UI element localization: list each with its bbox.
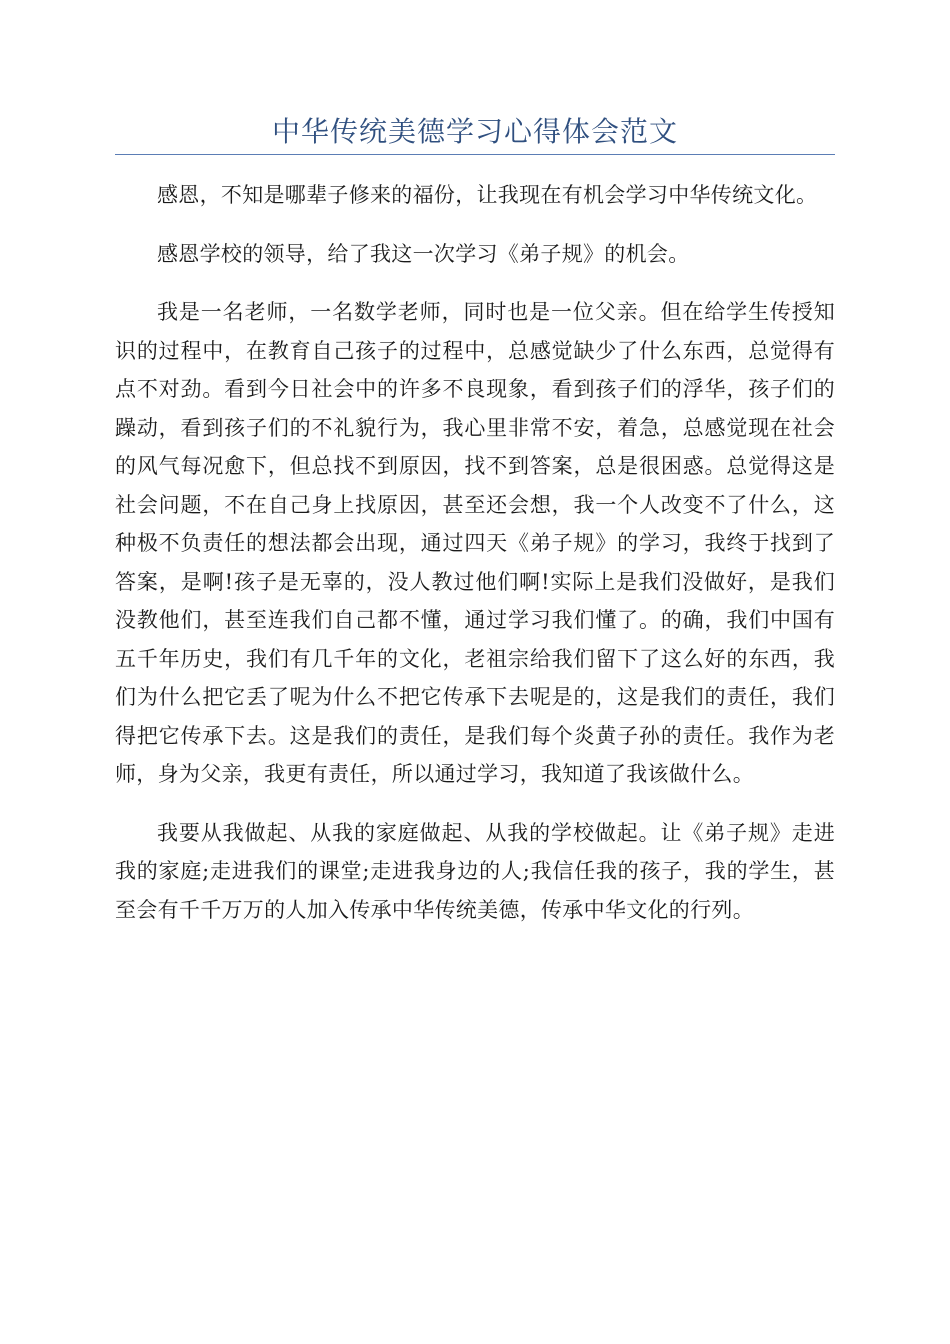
title-underline	[115, 154, 835, 155]
paragraph-1: 感恩，不知是哪辈子修来的福份，让我现在有机会学习中华传统文化。	[157, 183, 818, 207]
paragraph-2: 感恩学校的领导，给了我这一次学习《弟子规》的机会。	[157, 241, 690, 266]
paragraph-4: 我要从我做起、从我的家庭做起、从我的学校做起。让《弟子规》走进我的家庭;走进我们的课堂;走进我身边的人;我信任我的孩子，我的学生，甚至会有千千万万的人加入传承中华传统美德，传承中华文化的行列。	[115, 820, 835, 922]
page-title: 中华传统美德学习心得体会范文	[271, 115, 678, 148]
document-body	[115, 176, 835, 949]
paragraph-3: 我是一名老师，一名数学老师，同时也是一位父亲。但在给学生传授知识的过程中，在教育自己孩子的过程中，总感觉缺少了什么东西，总觉得有点不对劲。看到今日社会中的许多不良现象，看到孩子们的浮华，孩子们的躁动，看到孩子们的不礼貌行为，我心里非常不安，着急，总感觉现在社会的风气每况愈下，但总找不到原因，找不到答案，总是很困惑。总觉得这是社会问题，不在自己身上找原因，甚至还会想，我一个人改变不了什么，这种极不负责任的想法都会出现，通过四天《弟子规》的学习，我终于找到了答案，是啊!孩子是无辜的，没人教过他们啊!实际上是我们没做好，是我们没教他们，甚至连我们自己都不懂，通过学习我们懂了。的确，我们中国有五千年历史，我们有几千年的文化，老祖宗给我们留下了这么好的东西，我们为什么把它丢了呢为什么不把它传承下去呢是的，这是我们的责任，我们得把它传承下去。这是我们的责任，是我们每个炎黄子孙的责任。我作为老师，身为父亲，我更有责任，所以通过学习，我知道了我该做什么。	[115, 300, 835, 786]
